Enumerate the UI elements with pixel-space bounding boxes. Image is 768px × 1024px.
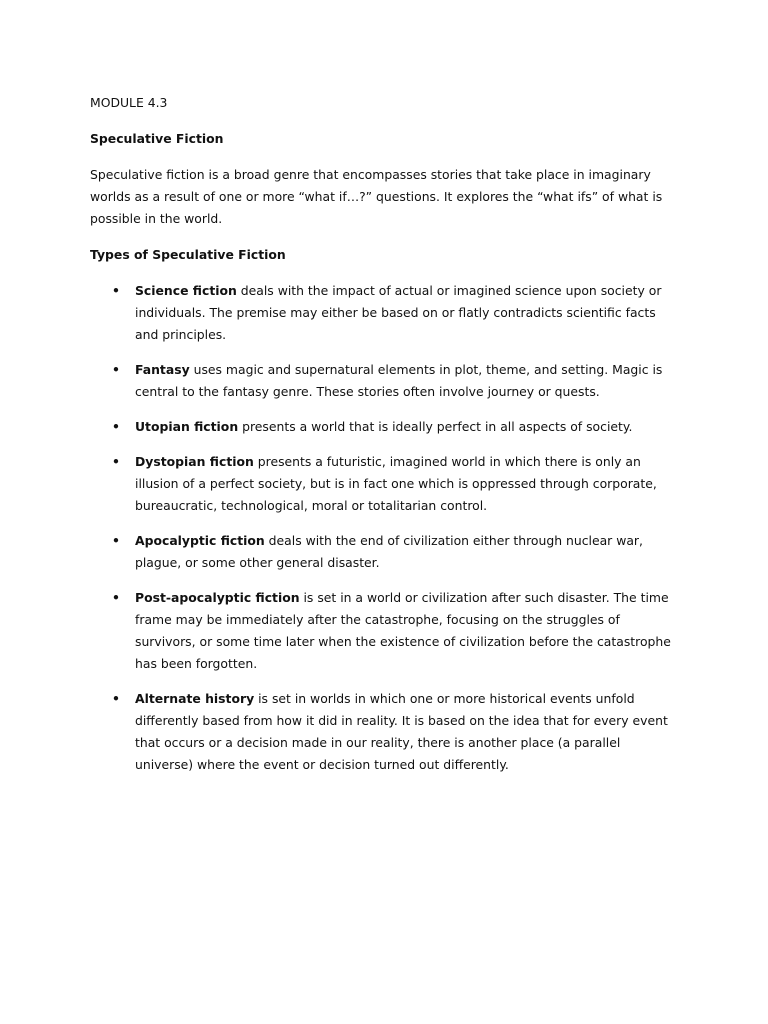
list-item: [90, 530, 680, 574]
bullet-icon: •: [112, 533, 120, 548]
list-item-description: is set in a world or civilization after such disaster. The time frame may be immediately after the catastrophe, focusing on the struggles of survivors, or some time later when the existence of civilization before the catastrophe has been forgotten.: [135, 590, 671, 671]
list-item-term: Dystopian fiction: [135, 454, 254, 469]
list-item: [90, 359, 680, 403]
list-item: [90, 451, 680, 517]
types-list: [90, 280, 680, 776]
bullet-icon: •: [112, 454, 120, 469]
list-item-description: is set in worlds in which one or more historical events unfold differently based from how it did in reality. It is based on the idea that for every event that occurs or a decision made in our reality, there is another place (a parallel universe) where the event or decision turned out differently.: [135, 691, 668, 772]
intro-paragraph: Speculative fiction is a broad genre that encompasses stories that take place in imaginary worlds as a result of one or more “what if…?” questions. It explores the “what ifs” of what is possible in the world.: [90, 167, 663, 226]
list-item-term: Utopian fiction: [135, 419, 239, 434]
list-item-term: Fantasy: [135, 362, 190, 377]
list-item-term: Alternate history: [135, 691, 255, 706]
list-item-description: deals with the end of civilization either through nuclear war, plague, or some other general disaster.: [135, 533, 643, 570]
list-item: [90, 280, 680, 346]
bullet-icon: •: [112, 283, 120, 298]
list-item-description: deals with the impact of actual or imagined science upon society or individuals. The premise may either be based on or flatly contradicts scientific facts and principles.: [135, 283, 662, 342]
list-item: [90, 587, 680, 675]
bullet-icon: •: [112, 691, 120, 706]
document-title: Speculative Fiction: [90, 131, 224, 146]
module-label: MODULE 4.3: [90, 95, 168, 110]
document-content: [90, 92, 680, 789]
list-item-term: Science fiction: [135, 283, 237, 298]
types-heading: Types of Speculative Fiction: [90, 247, 286, 262]
list-item-description: presents a world that is ideally perfect in all aspects of society.: [238, 419, 633, 434]
list-item: [90, 416, 680, 438]
list-item-term: Apocalyptic fiction: [135, 533, 265, 548]
bullet-icon: •: [112, 590, 120, 605]
list-item: [90, 688, 680, 776]
bullet-icon: •: [112, 362, 120, 377]
list-item-description: uses magic and supernatural elements in plot, theme, and setting. Magic is central to the fantasy genre. These stories often involve journey or quests.: [135, 362, 663, 399]
list-item-description: presents a futuristic, imagined world in which there is only an illusion of a perfect society, but is in fact one which is oppressed through corporate, bureaucratic, technological, moral or totalitarian control.: [135, 454, 657, 513]
list-item-term: Post-apocalyptic fiction: [135, 590, 300, 605]
bullet-icon: •: [112, 419, 120, 434]
